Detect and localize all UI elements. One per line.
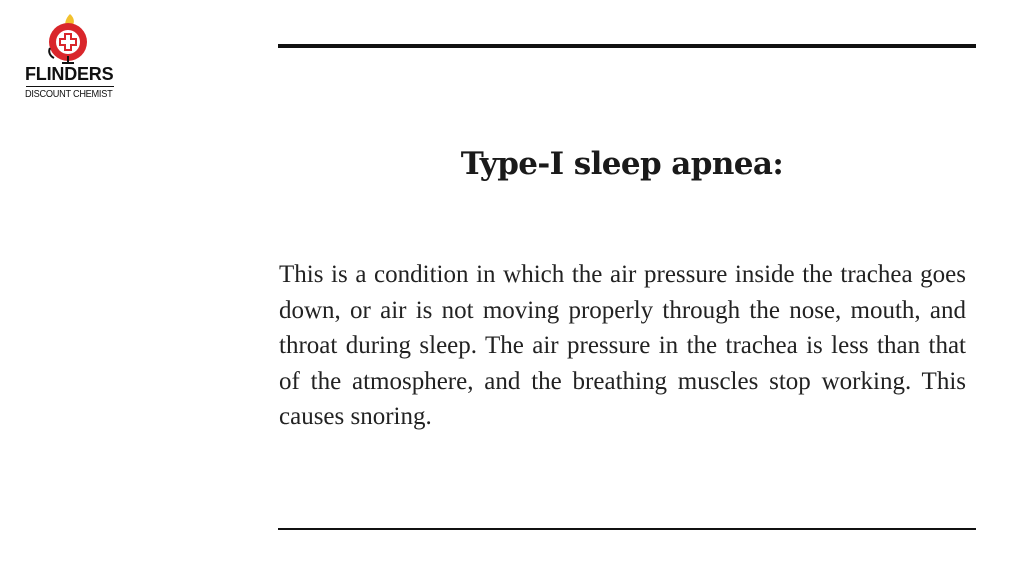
bottom-divider <box>278 528 976 530</box>
logo-name: FLINDERS <box>25 64 114 84</box>
logo-divider <box>26 86 114 87</box>
top-divider <box>278 44 976 48</box>
slide-title: Type-I sleep apnea: <box>460 146 784 182</box>
logo-subtitle: DISCOUNT CHEMIST <box>25 89 113 100</box>
slide-body-text: This is a condition in which the air pressure inside the trachea goes down, or air is not moving properly through the nose, mouth, and throat during sleep. The air pressure in the trachea is less than that of the atmosphere, and the breathing muscles stop working. This causes snoring. <box>279 261 966 430</box>
pharmacy-cross-logo-icon <box>44 12 92 64</box>
flinders-logo[interactable] <box>22 12 122 108</box>
